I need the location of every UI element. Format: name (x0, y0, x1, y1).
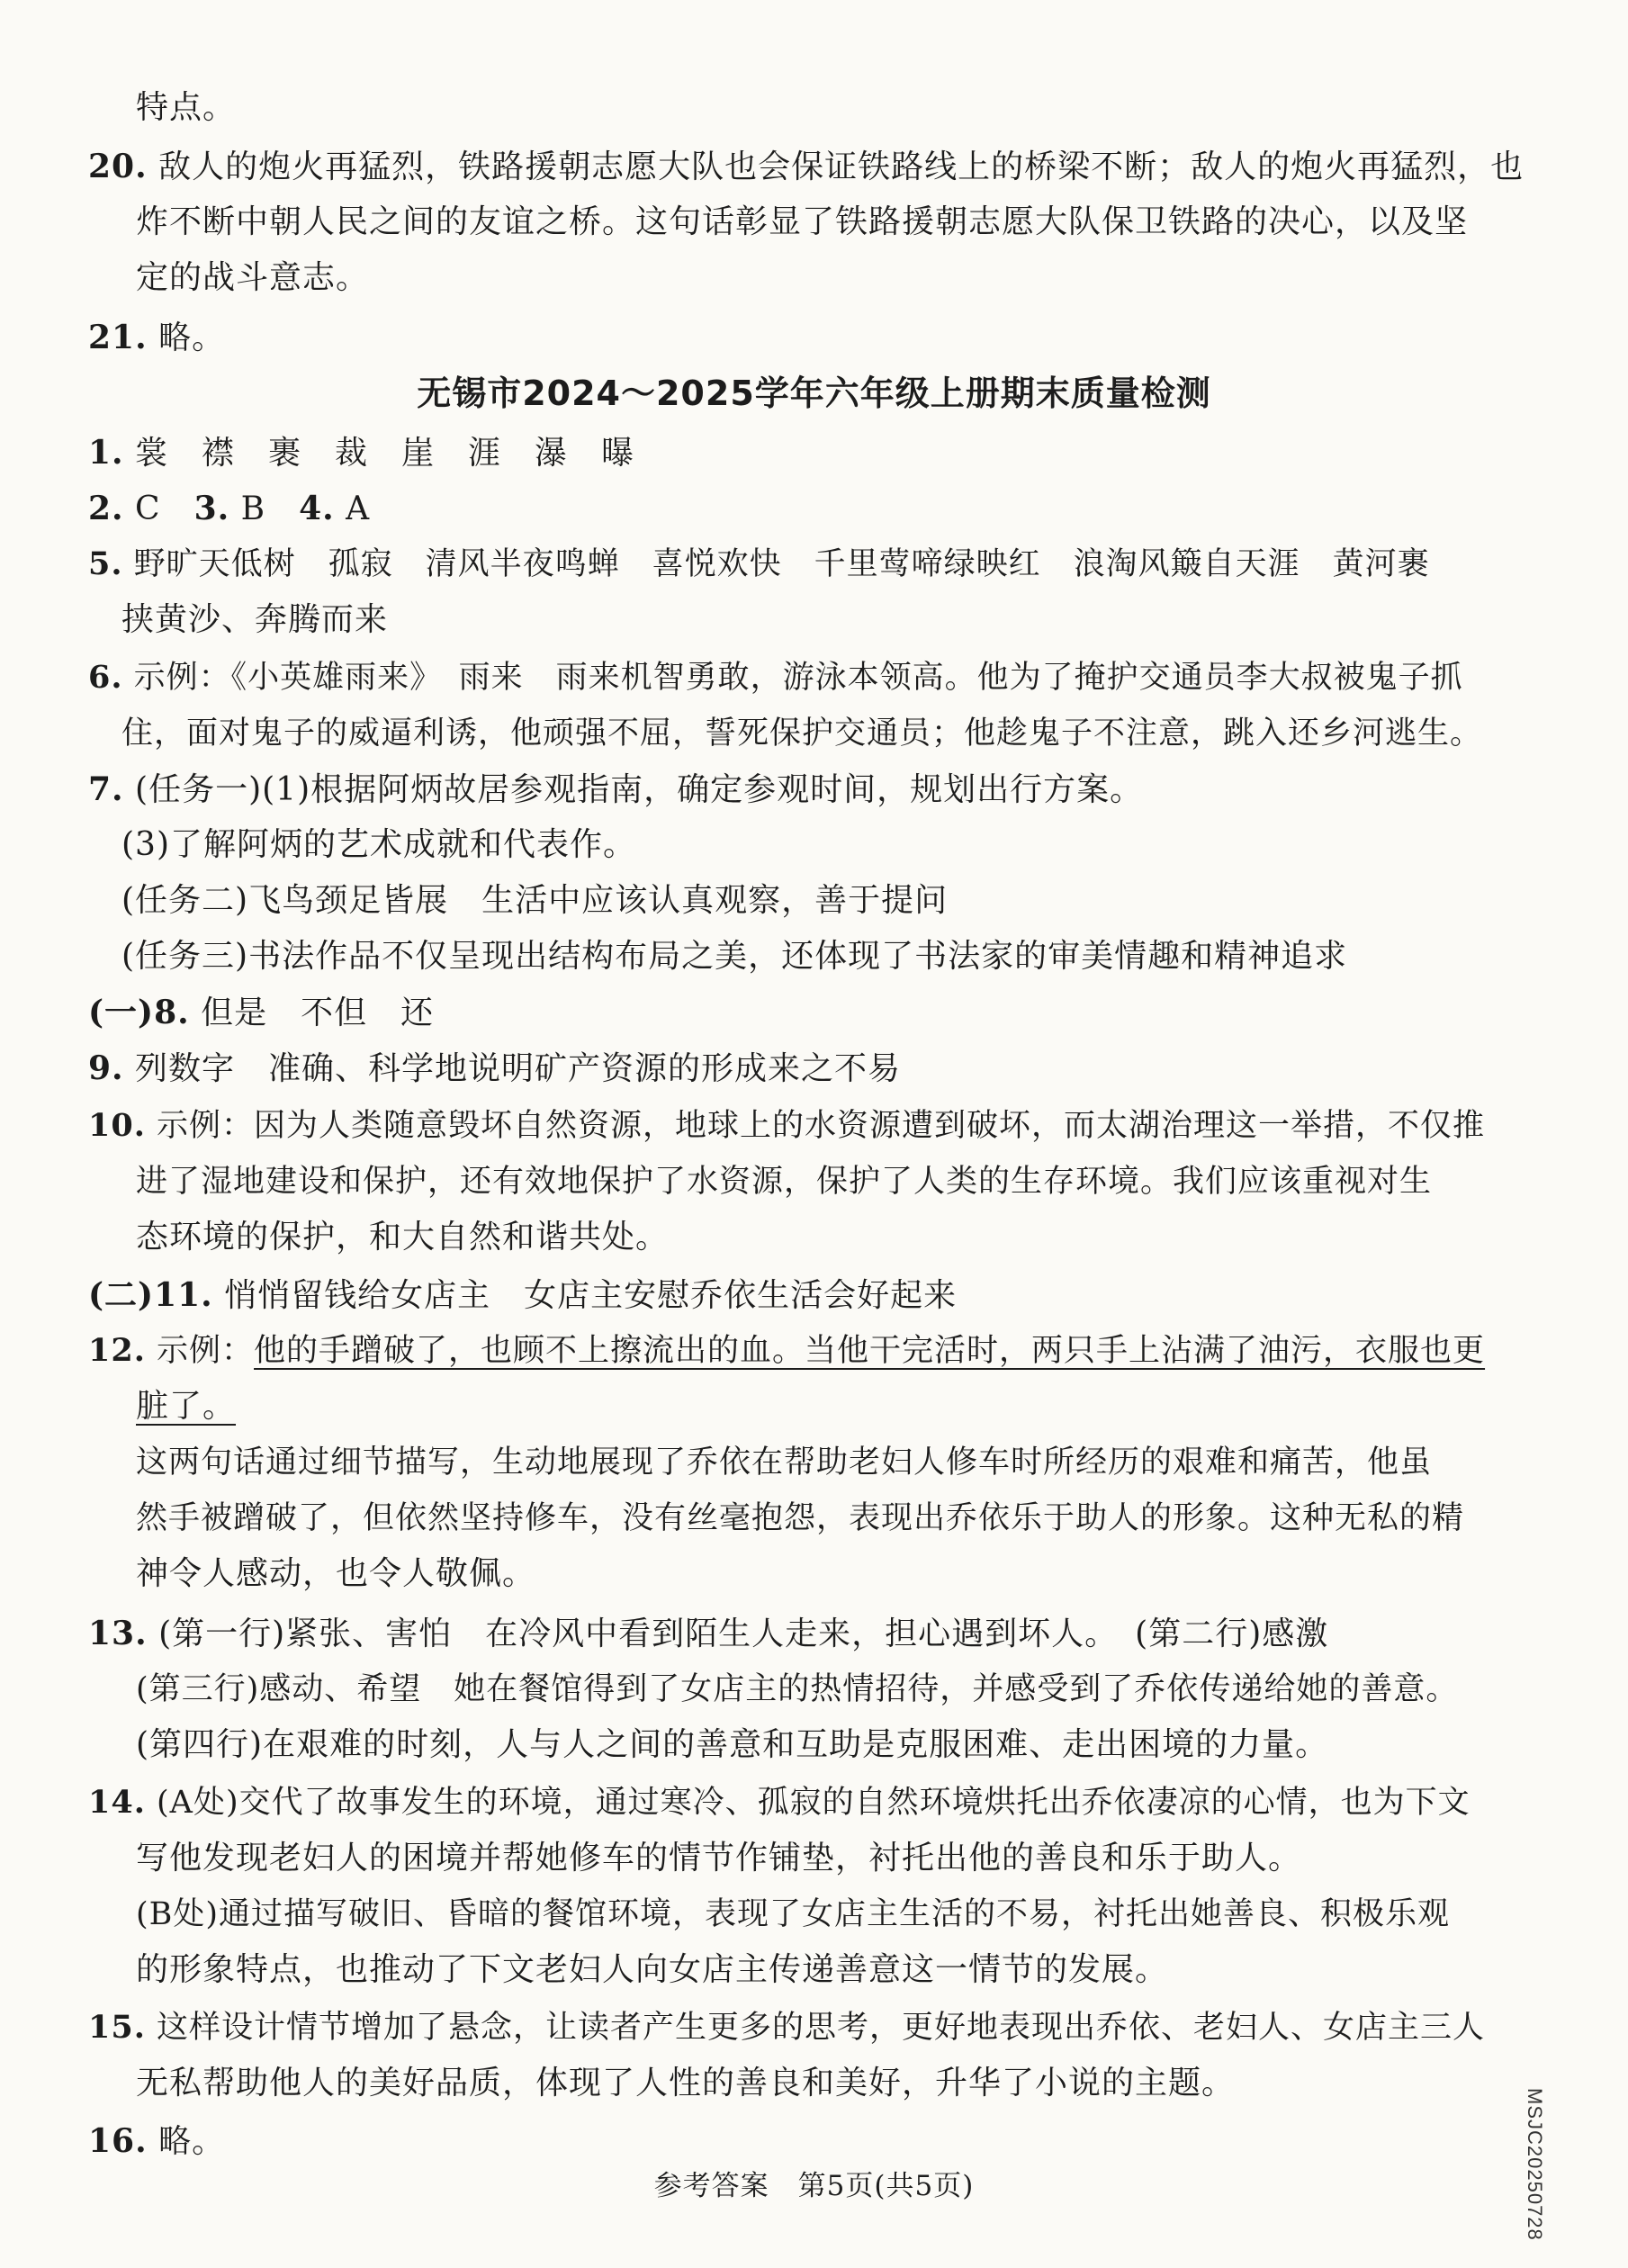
answer-8: (一)8. 但是 不但 还 (88, 994, 435, 1031)
text-line: 态环境的保护，和大自然和谐共处。 (136, 1219, 670, 1256)
answer-11: (二)11. 悄悄留钱给女店主 女店主安慰乔依生活会好起来 (88, 1276, 958, 1314)
text-line: (任务二)飞鸟颈足皆展 生活中应该认真观察，善于提问 (121, 882, 949, 919)
answer-16: 16. 略。 (88, 2122, 226, 2160)
text-line: (第三行)感动、希望 她在餐馆得到了女店主的热情招待，并感受到了乔依传递给她的善意。 (136, 1671, 1459, 1707)
text-line: (B处)通过描写破旧、昏暗的餐馆环境，表现了女店主生活的不易，衬托出她善良、积极乐观 (136, 1896, 1451, 1932)
text-line: 进了湿地建设和保护，还有效地保护了水资源，保护了人类的生存环境。我们应该重视对生 (136, 1164, 1433, 1200)
text-line: 炸不断中朝人民之间的友谊之桥。这句话彰显了铁路援朝志愿大队保卫铁路的决心，以及坚 (136, 203, 1469, 240)
text-line: 然手被蹭破了，但依然坚持修车，没有丝毫抱怨，表现出乔依乐于助人的形象。这种无私的精 (136, 1500, 1465, 1536)
answer-20: 20. 敌人的炮火再猛烈，铁路援朝志愿大队也会保证铁路线上的桥梁不断；敌人的炮火再猛烈，也 (88, 148, 1525, 185)
page-footer: 参考答案 第5页(共5页) (653, 2170, 975, 2202)
side-code: MSJC2025072​8 (1524, 2088, 1546, 2241)
answers-2-4: 2. C 3. B 4. A (88, 490, 371, 527)
answer-1: 1. 裳 襟 裹 裁 崖 涯 瀑 曝 (88, 434, 635, 472)
answer-12: 12. 示例：他的手蹭破了，也顾不上擦流出的血。当他干完活时，两只手上沾满了油污，衣服也更 (88, 1332, 1486, 1369)
text-line: (3)了解阿炳的艺术成就和代表作。 (121, 826, 636, 863)
answer-10: 10. 示例：因为人类随意毁坏自然资源，地球上的水资源遭到破坏，而太湖治理这一举措，不仅推 (88, 1107, 1486, 1144)
text-line: 写他发现老妇人的困境并帮她修车的情节作铺垫，衬托出他的善良和乐于助人。 (136, 1840, 1302, 1876)
text-line: 特点。 (136, 89, 237, 126)
answer-9: 9. 列数字 准确、科学地说明矿产资源的形成来之不易 (88, 1049, 902, 1087)
text-line: (任务三)书法作品不仅呈现出结构布局之美，还体现了书法家的审美情趣和精神追求 (121, 938, 1348, 975)
text-line: 定的战斗意志。 (136, 259, 370, 296)
text-line: 无私帮助他人的美好品质，体现了人性的善良和美好，升华了小说的主题。 (136, 2065, 1236, 2102)
answer-6: 6. 示例：《小英雄雨来》 雨来 雨来机智勇敢，游泳本领高。他为了掩护交通员李大叔被鬼子抓 (88, 659, 1463, 696)
answer-5: 5. 野旷天低树 孤寂 清风半夜鸣蝉 喜悦欢快 千里莺啼绿映红 浪淘风簸自天涯 黄河裹 (88, 545, 1430, 582)
text-line: 的形象特点，也推动了下文老妇人向女店主传递善意这一情节的发展。 (136, 1951, 1169, 1988)
text-line: (第四行)在艰难的时刻，人与人之间的善意和互助是克服困难、走出困境的力量。 (136, 1726, 1329, 1763)
section-title: 无锡市2024～2025学年六年级上册期末质量检测 (417, 374, 1211, 413)
answer-15: 15. 这样设计情节增加了悬念，让读者产生更多的思考，更好地表现出乔依、老妇人、女店主三人 (88, 2009, 1486, 2046)
answer-21: 21. 略。 (88, 319, 226, 356)
text-line: 住，面对鬼子的威逼利诱，他顽强不屈，誓死保护交通员；他趁鬼子不注意，跳入还乡河逃生。 (121, 716, 1483, 752)
answer-13: 13. (第一行)紧张、害怕 在冷风中看到陌生人走来，担心遇到坏人。 (第二行)感激 (88, 1615, 1329, 1652)
text-line: 脏了。 (136, 1388, 237, 1425)
answer-14: 14. (A处)交代了故事发生的环境，通过寒冷、孤寂的自然环境烘托出乔依凄凉的心情，也为下文 (88, 1784, 1471, 1821)
text-line: 挟黄沙、奔腾而来 (121, 601, 389, 638)
text-line: 神令人感动，也令人敬佩。 (136, 1555, 536, 1592)
answer-7: 7. (任务一)(1)根据阿炳故居参观指南，确定参观时间，规划出行方案。 (88, 770, 1144, 808)
text-line: 这两句话通过细节描写，生动地展现了乔依在帮助老妇人修车时所经历的艰难和痛苦，他虽 (136, 1444, 1433, 1480)
